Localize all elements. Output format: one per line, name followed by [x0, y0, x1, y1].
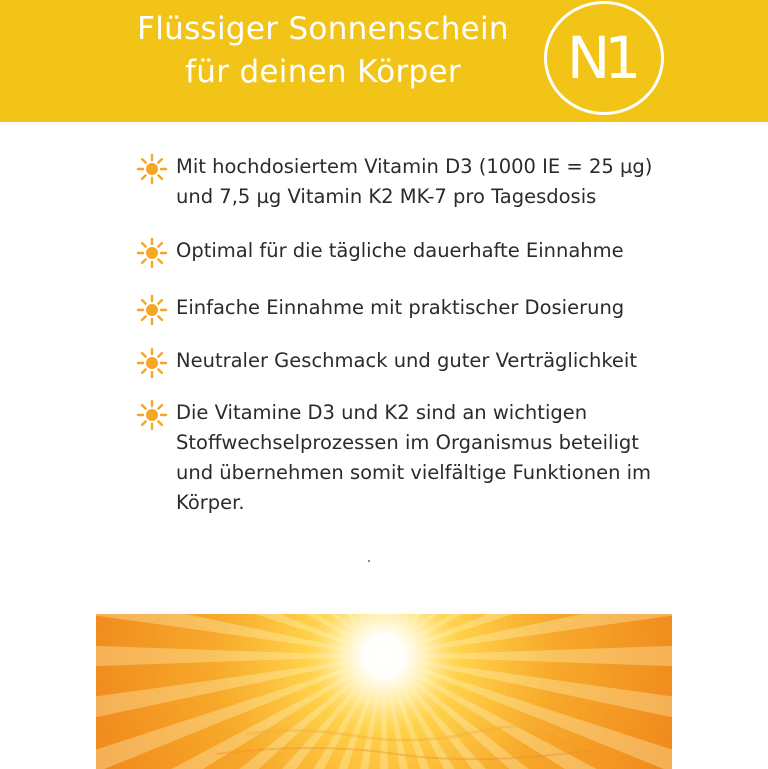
header-banner — [0, 0, 768, 122]
header-title — [98, 8, 548, 94]
benefit-text: Optimal für die tägliche dauerhafte Einnahme — [176, 239, 624, 262]
benefit-item — [136, 236, 696, 269]
benefit-item — [136, 293, 696, 326]
benefit-item — [136, 346, 696, 379]
decorative-dot — [368, 560, 370, 562]
benefit-text: Neutraler Geschmack und guter Verträglichkeit — [176, 349, 637, 372]
sun-icon — [136, 399, 168, 431]
benefit-text: Einfache Einnahme mit praktischer Dosierung — [176, 296, 625, 319]
sun-icon — [136, 153, 168, 185]
sunshine-image — [96, 614, 672, 769]
sun-icon — [136, 347, 168, 379]
header-title-line-1: Flüssiger Sonnenschein — [137, 11, 509, 47]
sunshine-illustration — [96, 614, 672, 769]
benefit-item — [136, 398, 696, 518]
brand-logo-text: N1 — [566, 24, 636, 92]
brand-logo — [544, 1, 664, 115]
benefit-text: Mit hochdosiertem Vitamin D3 (1000 IE = 25 µg) und 7,5 µg Vitamin K2 MK-7 pro Tagesdosis — [176, 155, 653, 208]
sun-icon — [136, 294, 168, 326]
benefit-text: Die Vitamine D3 und K2 sind an wichtigen Stoffwechselprozessen im Organismus beteiligt und übernehmen somit vielfältige Funktionen im Körper. — [176, 401, 652, 514]
benefit-item — [136, 152, 696, 212]
sun-icon — [136, 237, 168, 269]
header-title-line-2: für deinen Körper — [185, 54, 461, 90]
